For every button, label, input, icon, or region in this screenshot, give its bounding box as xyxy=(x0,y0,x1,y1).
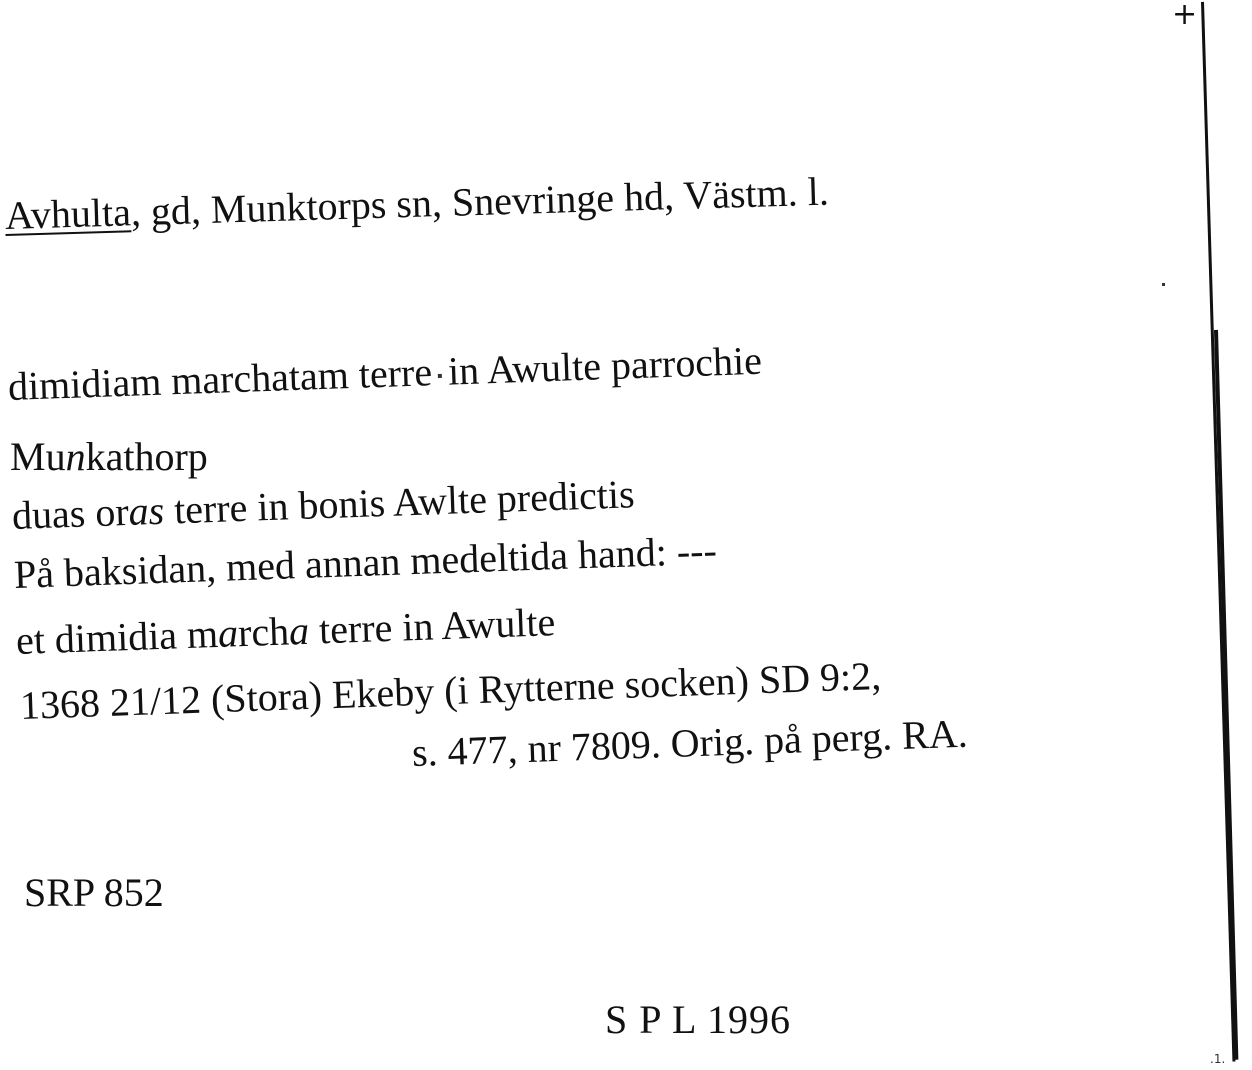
scan-edge-shadow xyxy=(1214,330,1238,1060)
registration-crosshair: + xyxy=(1172,0,1198,32)
reference-code xyxy=(24,870,164,915)
footer-text xyxy=(605,997,791,1042)
citation-line-2 xyxy=(10,434,208,479)
citation-line-2-italic: n xyxy=(65,434,86,479)
separator-dot xyxy=(438,374,442,378)
citation-line-1 xyxy=(7,337,763,409)
citation-line-1-part-b: in Awulte parrochie xyxy=(447,337,763,394)
corner-mark: .1. xyxy=(1210,1052,1226,1066)
citation-line-3-part-a: duas or xyxy=(11,488,130,538)
citation-line-3-part-b: terre in bonis Awlte predictis xyxy=(163,471,636,533)
citation-line-2-part-a: Mu xyxy=(10,434,66,479)
citation-line-4-text: På baksidan, med annan medeltida hand: --- xyxy=(13,527,718,597)
citation-line-5-italic-1: a xyxy=(217,610,239,656)
citation-line-5 xyxy=(15,599,556,663)
source-line-1-text: 1368 21/12 (Stora) Ekeby (i Rytterne socken) SD 9:2, xyxy=(19,652,882,728)
citation-line-5-part-c: terre in Awulte xyxy=(308,599,556,653)
scan-speck xyxy=(1162,283,1165,286)
source-line-2 xyxy=(411,710,969,775)
entry-heading-rest: , gd, Munktorps sn, Snevringe hd, Västm. l. xyxy=(130,168,830,235)
citation-line-5-italic-2: a xyxy=(288,607,310,654)
citation-line-5-part-b: rch xyxy=(237,608,290,656)
citation-line-3 xyxy=(11,471,636,538)
reference-code-text: SRP 852 xyxy=(24,870,164,915)
citation-line-4 xyxy=(13,527,718,597)
citation-line-1-part-a: dimidiam marchatam terre xyxy=(7,349,433,409)
citation-line-3-italic: as xyxy=(127,487,165,534)
citation-line-5-part-a: et dimidia m xyxy=(15,610,219,663)
citation-line-2-part-b: kathorp xyxy=(85,434,208,479)
source-line-2-text: s. 477, nr 7809. Orig. på perg. RA. xyxy=(411,710,969,775)
entry-headword: Avhulta xyxy=(4,189,132,238)
footer-text-value: S P L 1996 xyxy=(605,997,791,1042)
entry-heading xyxy=(4,168,830,238)
source-line-1 xyxy=(19,652,882,728)
